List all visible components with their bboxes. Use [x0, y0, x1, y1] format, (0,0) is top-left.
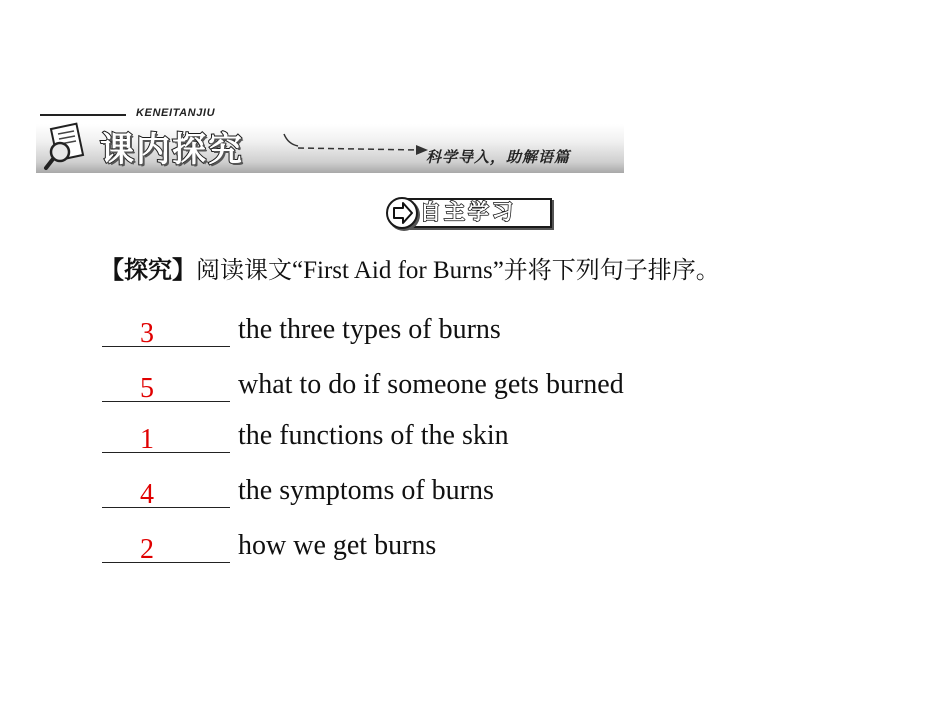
item-text: the three types of burns: [238, 314, 501, 345]
section-banner: [36, 104, 624, 176]
magnifier-document-icon: [40, 116, 100, 176]
item-text: what to do if someone gets burned: [238, 369, 624, 400]
item-text: how we get burns: [238, 530, 437, 561]
instruction-suffix: 并将下列句子排序。: [503, 256, 720, 284]
answer-blank: [102, 530, 230, 563]
answer-number: 4: [140, 479, 154, 510]
tag-label: 自主学习: [420, 200, 516, 224]
instruction-title-quote: “First Aid for Burns”: [292, 257, 504, 284]
banner-title: 课内探究: [100, 130, 244, 170]
answer-number: 3: [140, 318, 154, 349]
instruction-tag: 【探究】: [100, 256, 196, 284]
item-text: the functions of the skin: [238, 420, 509, 451]
answer-blank: [102, 420, 230, 453]
instruction: [100, 254, 720, 287]
answer-number: 2: [140, 534, 154, 565]
banner-english-label: KENEITANJIU: [136, 107, 216, 119]
answer-number: 5: [140, 373, 154, 404]
list-item: [102, 420, 509, 460]
banner-arrow-icon: [282, 132, 432, 162]
list-item: [102, 530, 436, 570]
answer-blank: [102, 369, 230, 402]
self-study-tag: [384, 195, 554, 229]
list-item: [102, 475, 494, 515]
answer-number: 1: [140, 424, 154, 455]
list-item: [102, 314, 501, 354]
answer-blank: [102, 475, 230, 508]
instruction-prefix: 阅读课文: [196, 256, 292, 284]
arrow-right-icon: [386, 197, 418, 229]
banner-subtitle: 科学导入，助解语篇: [426, 148, 571, 166]
answer-blank: [102, 314, 230, 347]
item-text: the symptoms of burns: [238, 475, 494, 506]
list-item: [102, 369, 624, 409]
